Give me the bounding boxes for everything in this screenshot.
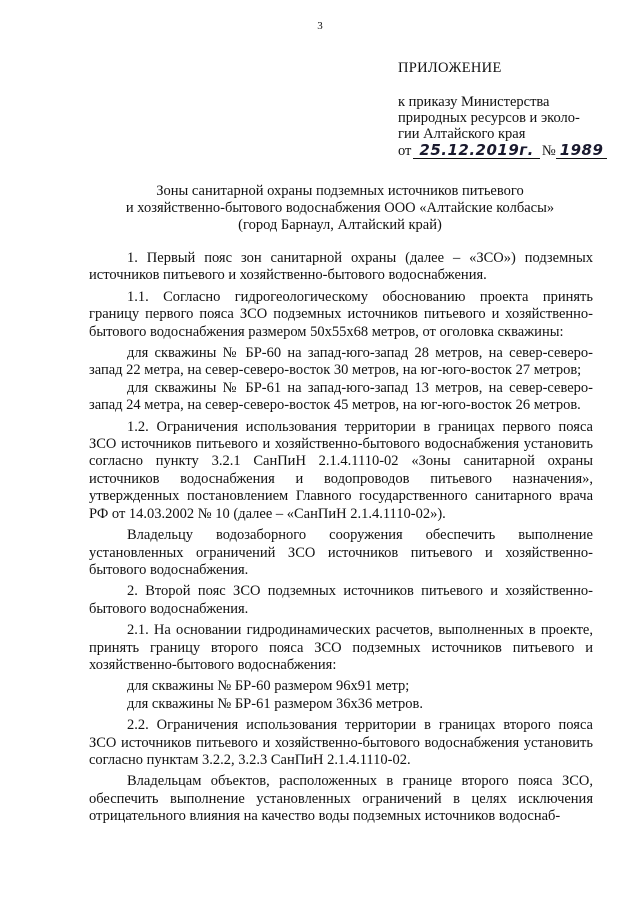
paragraph: 1. Первый пояс зон санитарной охраны (далее – «ЗСО») подземных источников питьевого и хозяйственно-бытового водоснабжения.	[89, 250, 593, 284]
appendix-line-1: к приказу Министерства	[398, 94, 550, 110]
appendix-block	[398, 60, 604, 159]
appendix-title: ПРИЛОЖЕНИЕ	[398, 60, 502, 76]
paragraph: 2.2. Ограничения использования территории в границах второго пояса ЗСО источников питьевого и хозяйственно-бытового водоснабжения установить согласно пунктам 3.2.2, 3.2.3 СанПиН 2.1.4.1110-02.	[89, 717, 593, 768]
appendix-order-line	[398, 94, 588, 110]
number-label: №	[541, 143, 556, 159]
date-prefix: от	[398, 143, 412, 159]
heading-line-1: Зоны санитарной охраны подземных источников питьевого	[156, 183, 524, 199]
document-body	[89, 250, 593, 830]
appendix-line-3: гии Алтайского края	[398, 126, 526, 142]
paragraph: Владельцу водозаборного сооружения обеспечить выполнение установленных ограничений ЗСО источников питьевого и хозяйственно-бытового водоснабжения.	[89, 527, 593, 578]
page-number: 3	[317, 20, 323, 32]
paragraph: для скважины № БР-60 на запад-юго-запад 28 метров, на север-северо-запад 22 метра, на север-северо-восток 30 метров, на юг-юго-восток 27 метров;	[89, 345, 593, 379]
heading-line-2: и хозяйственно-бытового водоснабжения ООО «Алтайские колбасы»	[125, 200, 555, 216]
paragraph: для скважины № БР-60 размером 96х91 метр;	[127, 678, 410, 695]
handwritten-date: 25.12.2019г.	[413, 142, 539, 159]
paragraph: для скважины № БР-61 на запад-юго-запад 13 метров, на север-северо-запад 24 метра, на север-северо-восток 45 метров, на юг-юго-восток 26 метров.	[89, 379, 593, 414]
paragraph: Владельцам объектов, расположенных в границе второго пояса ЗСО, обеспечить выполнение установленных ограничений в целях исключения отрицательного влияния на качество воды подземных источников водоснаб-	[89, 773, 593, 825]
paragraph: 1.2. Ограничения использования территории в границах первого пояса ЗСО источников питьевого и хозяйственно-бытового водоснабжения установить согласно пункту 3.2.1 СанПиН 2.1.4.1110-02 «Зоны санитарной охраны источников водоснабжения и водопроводов питьевого назначения», утвержденных постановлением Главного государственного санитарного врача РФ от 14.03.2002 № 10 (далее – «СанПиН 2.1.4.1110-02»).	[89, 418, 593, 522]
paragraph: 2.1. На основании гидродинамических расчетов, выполненных в проекте, принять границу второго пояса ЗСО подземных источников питьевого и хозяйственно-бытового водоснабжения:	[89, 622, 593, 673]
document-heading	[60, 183, 620, 234]
handwritten-number: 1989	[556, 142, 608, 159]
appendix-line-2: природных ресурсов и эколо-	[398, 110, 580, 126]
heading-line-3: (город Барнаул, Алтайский край)	[238, 217, 442, 233]
paragraph: 2. Второй пояс ЗСО подземных источников питьевого и хозяйственно-бытового водоснабжения.	[89, 583, 593, 617]
paragraph: для скважины № БР-61 размером 36х36 метров.	[127, 695, 424, 712]
paragraph: 1.1. Согласно гидрогеологическому обоснованию проекта принять границу первого пояса ЗСО подземных источников питьевого и хозяйственно-бытового водоснабжения размером 50х55х68 метров, от оголовка скважины:	[89, 288, 593, 340]
appendix-date-number-line	[398, 141, 604, 159]
